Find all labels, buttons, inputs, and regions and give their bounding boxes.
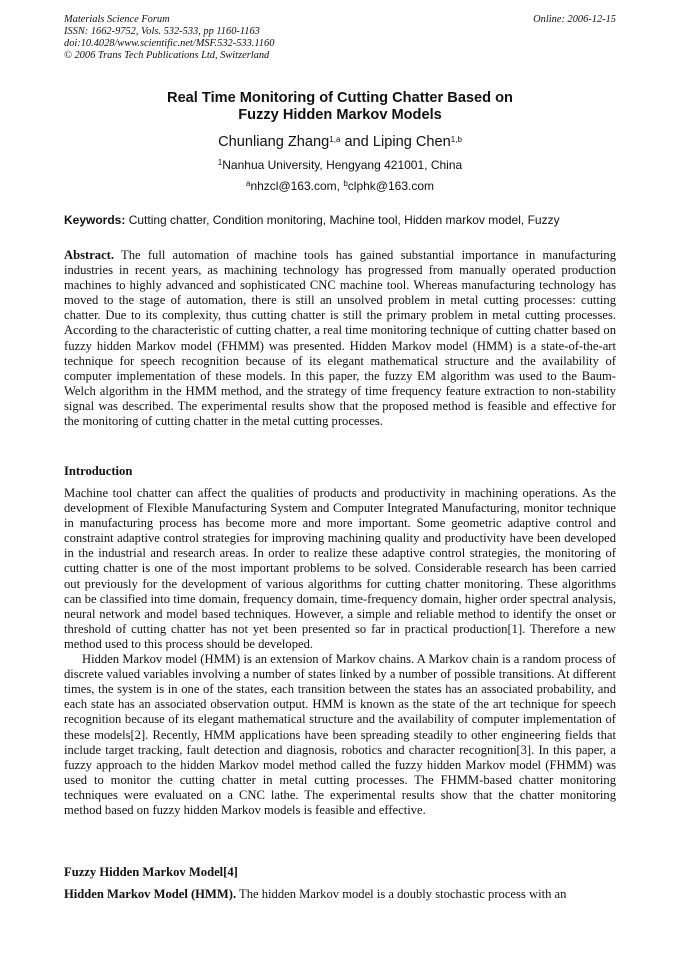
copyright: © 2006 Trans Tech Publications Ltd, Switzerland — [64, 50, 270, 61]
author-emails — [64, 179, 616, 194]
affiliation — [64, 158, 616, 173]
keywords — [64, 213, 616, 228]
abstract-text: The full automation of machine tools has gained substantial importance in manufacturing industries in recent years, as machining technology has progressed from manually operated production machines to highly advanced and sophisticated CNC machine tool. Whereas manufacturing technology has moved to the stage of automation, there is still an unsolved problem in metal cutting processes: cutting chatter. Due to its complexity, thus cutting chatter is still the primary problem in metal cutting processes. According to the characteristic of cutting chatter, a real time monitoring technique of cutting chatter based on fuzzy hidden Markov model (FHMM) was presented. Hidden Markov model (HMM) is a state-of-the-art technique for speech recognition because of its elegant mathematical structure and the availability of computer implementation of these models. In this paper, the fuzzy EM algorithm was used to the Baum-Welch algorithm in the HMM method, and the strategy of time frequency feature extraction to non-stability signal was described. The experimental results show that the proposed method is feasible and effective for the monitoring of cutting chatter in the metal cutting processes. — [64, 248, 616, 429]
abstract — [64, 248, 616, 429]
title-line-1: Real Time Monitoring of Cutting Chatter Based on — [167, 90, 513, 106]
introduction-heading: Introduction — [64, 464, 133, 478]
author-2: Liping Chen — [372, 134, 451, 150]
introduction-paragraph-2: Hidden Markov model (HMM) is an extension of Markov chains. A Markov chain is a random process of discrete valued variables involving a number of states linked by a number of possible transitions. At different times, the system is in one of the states, each transition between the states has an associated probability, and each state has an associated observation output. HMM is known as the state of the art technique for speech recognition because of its elegant mathematical structure and the availability of computer implementation of these models[2]. Recently, HMM applications have been spreading steadily to other engineering fields that include target tracking, fault detection and diagnosis, robotics and character recognition[3]. In this paper, a fuzzy approach to the hidden Markov model method called the fuzzy hidden Markov model (FHMM) was used to monitor the cutting chatter in metal cutting processes. The FHMM-based chatter monitoring techniques were evaluated on a CNC lathe. The experimental results show that the chatter monitoring method based on fuzzy hidden Markov models is feasible and effective. — [64, 652, 616, 817]
email-a: nhzcl@163.com, — [250, 179, 344, 193]
keywords-label: Keywords: — [64, 213, 126, 227]
fhmm-paragraph — [64, 887, 616, 902]
fhmm-heading: Fuzzy Hidden Markov Model[4] — [64, 865, 238, 879]
fhmm-body — [64, 887, 616, 902]
introduction-body — [64, 486, 616, 818]
affiliation-marker: 1 — [217, 158, 223, 167]
fhmm-text: The hidden Markov model is a doubly stochastic process with an — [236, 887, 567, 901]
title-line-2: Fuzzy Hidden Markov Models — [238, 107, 442, 123]
hmm-subheading: Hidden Markov Model (HMM). — [64, 887, 237, 901]
introduction-paragraph-1: Machine tool chatter can affect the qualities of products and productivity in machining operations. As the development of Flexible Manufacturing System and Computer Integrated Manufacturing, monitor technique in manufacturing process has become more and more important. Some geometric adaptive control and constraint adaptive control strategies for improving machining quality and productivity have been developed in the industrial and research areas. In order to realize these adaptive control strategies, the monitoring of cutting chatter is one of the most important problems to be solved. Considerable research has been carried out previously for the development of various algorithms for cutting chatter monitoring. These algorithms can be classified into time domain, frequency domain, time-frequency domain, higher order spectral analysis, neural network and model based techniques. However, a simple and reliable method to identify the onset or threshold of cutting chatter has not yet been presented so far in practical production[1]. Therefore a new method used to this process should be developed. — [64, 486, 616, 651]
author-conjunction: and — [340, 134, 373, 150]
author-list — [64, 133, 616, 151]
email-b-marker: b — [343, 179, 348, 188]
email-b: clphk@163.com — [347, 179, 435, 193]
abstract-label: Abstract. — [64, 248, 115, 262]
author-2-affil: 1,b — [450, 135, 462, 144]
keywords-text: Cutting chatter, Condition monitoring, Machine tool, Hidden markov model, Fuzzy — [125, 213, 560, 227]
journal-header — [64, 14, 616, 62]
affiliation-text: Nanhua University, Hengyang 421001, China — [222, 158, 463, 172]
paper-title — [64, 90, 616, 124]
journal-name: Materials Science Forum — [64, 14, 170, 25]
online-date: Online: 2006-12-15 — [533, 14, 616, 25]
issn: ISSN: 1662-9752, Vols. 532-533, pp 1160-1163 — [64, 26, 260, 37]
doi: doi:10.4028/www.scientific.net/MSF.532-533.1160 — [64, 38, 275, 49]
author-1-affil: 1,a — [329, 135, 341, 144]
author-1: Chunliang Zhang — [218, 134, 330, 150]
email-a-marker: a — [245, 179, 251, 188]
